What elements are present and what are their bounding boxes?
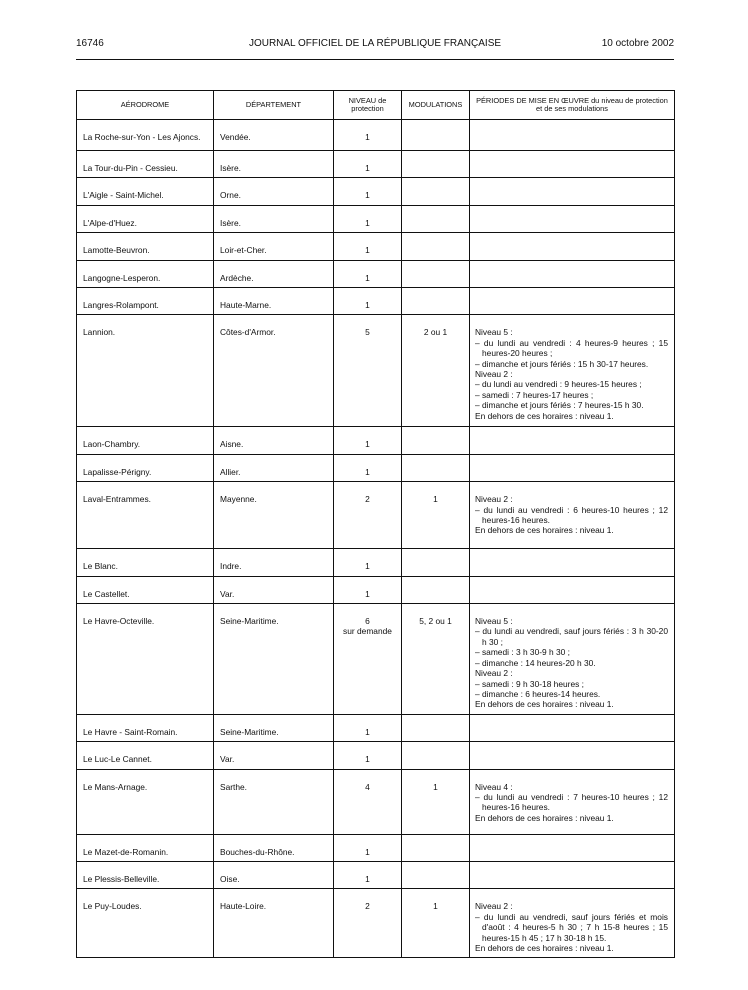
departement-cell: Var. [214, 742, 334, 769]
column-header-aerodrome: AÉRODROME [77, 91, 214, 120]
periodes-cell [470, 714, 675, 741]
modulations-cell [402, 454, 470, 481]
aerodrome-cell: Langogne-Lesperon. [77, 260, 214, 287]
departement-cell: Haute-Marne. [214, 288, 334, 315]
periodes-cell [470, 151, 675, 178]
departement-cell: Seine-Maritime. [214, 714, 334, 741]
departement-cell: Bouches-du-Rhône. [214, 834, 334, 861]
departement-cell: Isère. [214, 205, 334, 232]
table-row [77, 178, 675, 205]
table-row [77, 151, 675, 178]
aerodrome-cell: L'Aigle - Saint-Michel. [77, 178, 214, 205]
aerodrome-cell: Le Havre - Saint-Romain. [77, 714, 214, 741]
periodes-cell [470, 315, 675, 427]
departement-cell: Sarthe. [214, 769, 334, 834]
modulations-cell: 5, 2 ou 1 [402, 604, 470, 715]
niveau-cell: 1 [334, 576, 402, 603]
modulations-cell [402, 178, 470, 205]
aerodrome-cell: Laval-Entrammes. [77, 482, 214, 549]
column-header-modulations: MODULATIONS [402, 91, 470, 120]
aerodrome-cell: Le Luc-Le Cannet. [77, 742, 214, 769]
table-row [77, 576, 675, 603]
departement-cell: Isère. [214, 151, 334, 178]
header-rule [76, 59, 674, 60]
departement-cell: Orne. [214, 178, 334, 205]
issue-date: 10 octobre 2002 [601, 38, 674, 49]
modulations-cell [402, 151, 470, 178]
periode-line: Niveau 2 : [475, 901, 513, 912]
niveau-cell: 1 [334, 742, 402, 769]
departement-cell: Oise. [214, 861, 334, 888]
niveau-cell: 1 [334, 861, 402, 888]
column-header-niveau: NIVEAU de protection [334, 91, 402, 120]
niveau-cell: 1 [334, 233, 402, 260]
periodes-cell [470, 178, 675, 205]
aerodrome-cell: Lannion. [77, 315, 214, 427]
periode-line: En dehors de ces horaires : niveau 1. [475, 410, 614, 421]
table-row [77, 714, 675, 741]
modulations-cell [402, 260, 470, 287]
departement-cell: Vendée. [214, 120, 334, 151]
periode-line: – dimanche et jours fériés : 7 heures-15 h 30. [475, 400, 644, 411]
departement-cell: Aisne. [214, 427, 334, 454]
periode-line: – du lundi au vendredi : 4 heures-9 heures ; 15 heures-20 heures ; [475, 337, 668, 359]
aerodrome-cell: Laon-Chambry. [77, 427, 214, 454]
departement-cell: Indre. [214, 549, 334, 576]
table-row [77, 454, 675, 481]
aerodrome-cell: Langres-Rolampont. [77, 288, 214, 315]
departement-cell: Côtes-d'Armor. [214, 315, 334, 427]
niveau-cell: 2 [334, 889, 402, 958]
table-row [77, 120, 675, 151]
periodes-cell [470, 427, 675, 454]
periodes-cell [470, 834, 675, 861]
niveau-cell: 6 sur demande [334, 604, 402, 715]
aerodrome-cell: La Roche-sur-Yon - Les Ajoncs. [77, 120, 214, 151]
departement-cell: Var. [214, 576, 334, 603]
periodes-cell [470, 889, 675, 958]
periodes-cell [470, 742, 675, 769]
table-row [77, 834, 675, 861]
table-row [77, 604, 675, 715]
periode-line: – dimanche : 6 heures-14 heures. [475, 688, 601, 699]
journal-title: JOURNAL OFFICIEL DE LA RÉPUBLIQUE FRANÇAISE [248, 38, 502, 49]
departement-cell: Haute-Loire. [214, 889, 334, 958]
modulations-cell: 1 [402, 769, 470, 834]
modulations-cell [402, 427, 470, 454]
periode-line: En dehors de ces horaires : niveau 1. [475, 942, 614, 953]
table-row [77, 233, 675, 260]
aerodrome-cell: Le Puy-Loudes. [77, 889, 214, 958]
aerodrome-cell: Le Mans-Arnage. [77, 769, 214, 834]
periode-line: – dimanche et jours fériés : 15 h 30-17 heures. [475, 358, 649, 369]
periodes-cell [470, 576, 675, 603]
periodes-cell [470, 233, 675, 260]
aerodrome-cell: Le Mazet-de-Romanin. [77, 834, 214, 861]
departement-cell: Ardèche. [214, 260, 334, 287]
modulations-cell [402, 549, 470, 576]
modulations-cell [402, 233, 470, 260]
table-row [77, 769, 675, 834]
page-number: 16746 [76, 38, 104, 49]
table-row [77, 260, 675, 287]
periode-line: – du lundi au vendredi, sauf jours fériés : 3 h 30-20 h 30 ; [475, 626, 668, 647]
periode-line: Niveau 5 : [475, 327, 513, 338]
periode-line: – du lundi au vendredi : 9 heures-15 heures ; [475, 379, 642, 390]
periode-line: Niveau 4 : [475, 781, 513, 792]
table-row [77, 205, 675, 232]
periode-line: – dimanche : 14 heures-20 h 30. [475, 657, 596, 668]
periode-line: – du lundi au vendredi : 6 heures-10 heures ; 12 heures-16 heures. [475, 504, 668, 526]
periode-line: Niveau 2 : [475, 668, 513, 679]
periode-line: – samedi : 9 h 30-18 heures ; [475, 678, 584, 689]
niveau-cell: 1 [334, 549, 402, 576]
table-header-row [77, 91, 675, 120]
modulations-cell: 1 [402, 889, 470, 958]
modulations-cell [402, 205, 470, 232]
periodes-cell [470, 861, 675, 888]
niveau-cell: 2 [334, 482, 402, 549]
niveau-cell: 1 [334, 151, 402, 178]
periodes-cell [470, 769, 675, 834]
modulations-cell: 1 [402, 482, 470, 549]
niveau-cell: 5 [334, 315, 402, 427]
departement-cell: Allier. [214, 454, 334, 481]
periode-line: En dehors de ces horaires : niveau 1. [475, 699, 614, 710]
table-row [77, 861, 675, 888]
periodes-cell [470, 288, 675, 315]
column-header-periodes: PÉRIODES DE MISE EN ŒUVRE du niveau de protection et de ses modulations [470, 91, 675, 120]
niveau-cell: 1 [334, 120, 402, 151]
niveau-cell: 1 [334, 205, 402, 232]
niveau-cell: 1 [334, 178, 402, 205]
aerodrome-cell: Le Blanc. [77, 549, 214, 576]
niveau-cell: 1 [334, 834, 402, 861]
niveau-cell: 1 [334, 427, 402, 454]
modulations-cell [402, 742, 470, 769]
periode-line: En dehors de ces horaires : niveau 1. [475, 812, 614, 823]
table-row [77, 889, 675, 958]
periode-line: En dehors de ces horaires : niveau 1. [475, 525, 614, 536]
periodes-cell [470, 260, 675, 287]
periodes-cell [470, 454, 675, 481]
periode-line: Niveau 2 : [475, 494, 513, 505]
periode-line: – samedi : 7 heures-17 heures ; [475, 389, 594, 400]
table-row [77, 315, 675, 427]
periode-line: – du lundi au vendredi, sauf jours fériés et mois d'août : 4 heures-5 h 30 ; 7 h 15-8 heures ; 15 heures-15 h 45 ; 17 h 30-18 h 15. [475, 911, 668, 943]
modulations-cell [402, 120, 470, 151]
departement-cell: Seine-Maritime. [214, 604, 334, 715]
aerodrome-cell: Lamotte-Beuvron. [77, 233, 214, 260]
niveau-cell: 1 [334, 714, 402, 741]
modulations-cell [402, 576, 470, 603]
periode-line: – samedi : 3 h 30-9 h 30 ; [475, 647, 570, 658]
niveau-cell: 4 [334, 769, 402, 834]
table-row [77, 288, 675, 315]
aerodrome-cell: Lapalisse-Périgny. [77, 454, 214, 481]
aerodrome-table [76, 90, 675, 958]
modulations-cell [402, 834, 470, 861]
periodes-cell [470, 604, 675, 715]
periode-line: Niveau 2 : [475, 369, 513, 380]
aerodrome-cell: L'Alpe-d'Huez. [77, 205, 214, 232]
modulations-cell: 2 ou 1 [402, 315, 470, 427]
column-header-departement: DÉPARTEMENT [214, 91, 334, 120]
modulations-cell [402, 288, 470, 315]
periodes-cell [470, 120, 675, 151]
aerodrome-cell: La Tour-du-Pin - Cessieu. [77, 151, 214, 178]
aerodrome-cell: Le Castellet. [77, 576, 214, 603]
periodes-cell [470, 549, 675, 576]
table-row [77, 549, 675, 576]
periode-line: – du lundi au vendredi : 7 heures-10 heures ; 12 heures-16 heures. [475, 791, 668, 813]
modulations-cell [402, 714, 470, 741]
table-body [77, 120, 675, 958]
page-header [76, 38, 674, 52]
departement-cell: Loir-et-Cher. [214, 233, 334, 260]
table-row [77, 742, 675, 769]
table-row [77, 427, 675, 454]
departement-cell: Mayenne. [214, 482, 334, 549]
table-row [77, 482, 675, 549]
periodes-cell [470, 482, 675, 549]
niveau-cell: 1 [334, 454, 402, 481]
modulations-cell [402, 861, 470, 888]
periode-line: Niveau 5 : [475, 616, 513, 627]
aerodrome-cell: Le Plessis-Belleville. [77, 861, 214, 888]
niveau-cell: 1 [334, 288, 402, 315]
niveau-cell: 1 [334, 260, 402, 287]
aerodrome-cell: Le Havre-Octeville. [77, 604, 214, 715]
periodes-cell [470, 205, 675, 232]
